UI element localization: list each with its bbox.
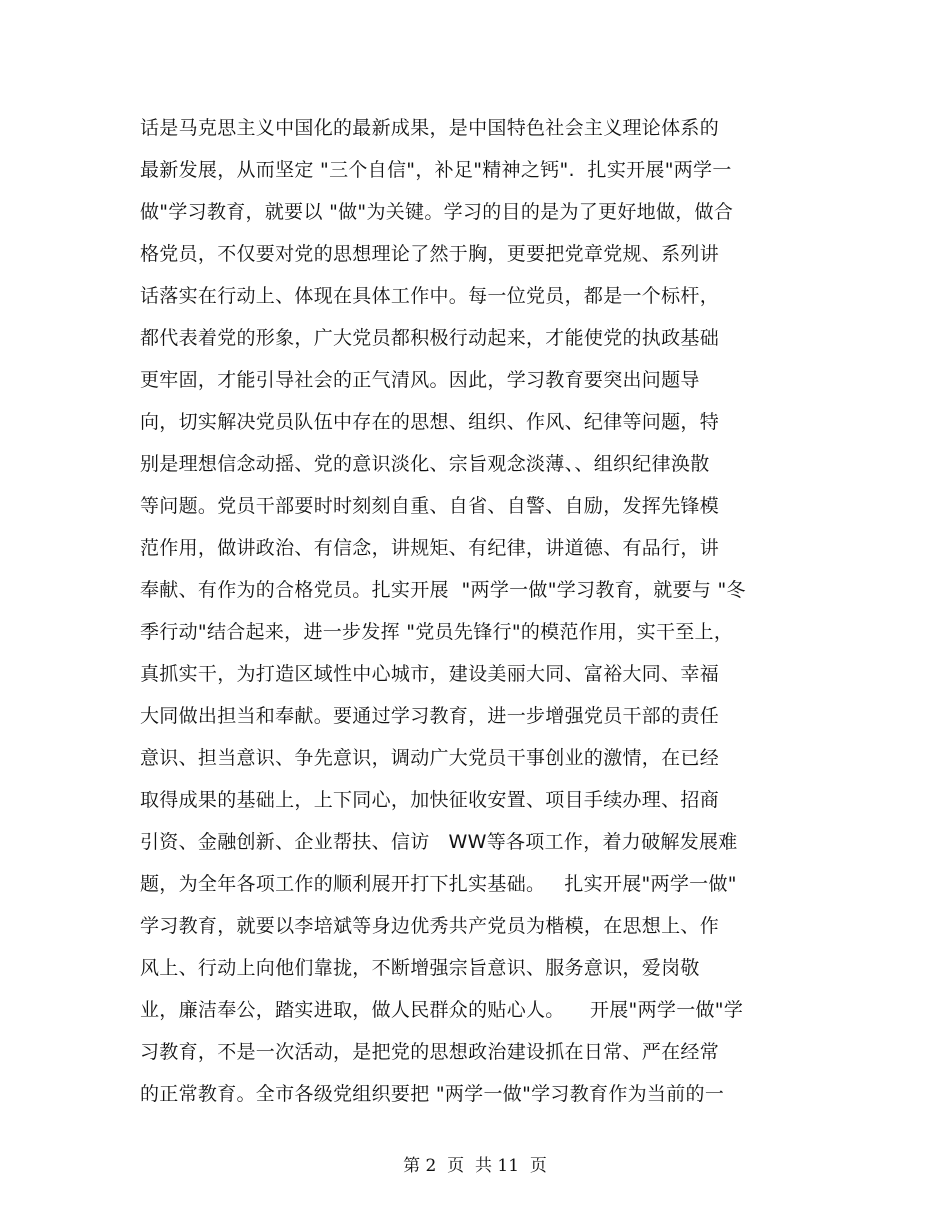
text-line: 做"学习教育，就要以 "做"为关键。学习的目的是为了更好地做，做合 [140, 201, 734, 223]
text-line: 话是马克思主义中国化的最新成果，是中国特色社会主义理论体系的 [140, 117, 720, 139]
text-line: 的正常教育。全市各级党组织要把 "两学一做"学习教育作为当前的一 [140, 1083, 725, 1105]
text-line: 更牢固，才能引导社会的正气清风。因此，学习教育要突出问题导 [140, 369, 700, 391]
text-line: 话落实在行动上、体现在具体工作中。每一位党员，都是一个标杆， [140, 285, 720, 307]
text-line: 奉献、有作为的合格党员。扎实开展 "两学一做"学习教育，就要与 "冬 [140, 579, 746, 601]
text-line: 习教育，不是一次活动，是把党的思想政治建设抓在日常、严在经常 [140, 1041, 720, 1063]
text-line: 意识、担当意识、争先意识，调动广大党员干事创业的激情，在已经 [140, 747, 720, 769]
text-line: 范作用，做讲政治、有信念，讲规矩、有纪律，讲道德、有品行，讲 [140, 537, 720, 559]
text-line: 学习教育，就要以李培斌等身边优秀共产党员为楷模，在思想上、作 [140, 915, 720, 937]
text-line: 取得成果的基础上，上下同心，加快征收安置、项目手续办理、招商 [140, 789, 720, 811]
page-footer: 第 2 页 共 11 页 [403, 1156, 547, 1176]
text-line: 等问题。党员干部要时时刻刻自重、自省、自警、自励，发挥先锋模 [140, 495, 720, 517]
text-line: 向，切实解决党员队伍中存在的思想、组织、作风、纪律等问题，特 [140, 411, 720, 433]
text-line: 题，为全年各项工作的顺利展开打下扎实基础。 扎实开展"两学一做" [140, 873, 737, 895]
body-text [140, 113, 820, 1121]
text-line: 大同做出担当和奉献。要通过学习教育，进一步增强党员干部的责任 [140, 705, 720, 727]
text-line: 业，廉洁奉公，踏实进取，做人民群众的贴心人。 开展"两学一做"学 [140, 999, 744, 1021]
text-line: 引资、金融创新、企业帮扶、信访 WW等各项工作，着力破解发展难 [140, 831, 738, 853]
text-line: 风上、行动上向他们靠拢，不断增强宗旨意识、服务意识，爱岗敬 [140, 957, 700, 979]
text-line: 格党员，不仅要对党的思想理论了然于胸，更要把党章党规、系列讲 [140, 243, 720, 265]
text-line: 别是理想信念动摇、党的意识淡化、宗旨观念淡薄、、组织纪律涣散 [140, 453, 710, 475]
text-line: 最新发展，从而坚定 "三个自信"，补足"精神之钙". 扎实开展"两学一 [140, 159, 732, 181]
text-line: 季行动"结合起来，进一步发挥 "党员先锋行"的模范作用，实干至上， [140, 621, 734, 643]
text-line: 真抓实干，为打造区域性中心城市，建设美丽大同、富裕大同、幸福 [140, 663, 720, 685]
text-line: 都代表着党的形象，广大党员都积极行动起来，才能使党的执政基础 [140, 327, 720, 349]
